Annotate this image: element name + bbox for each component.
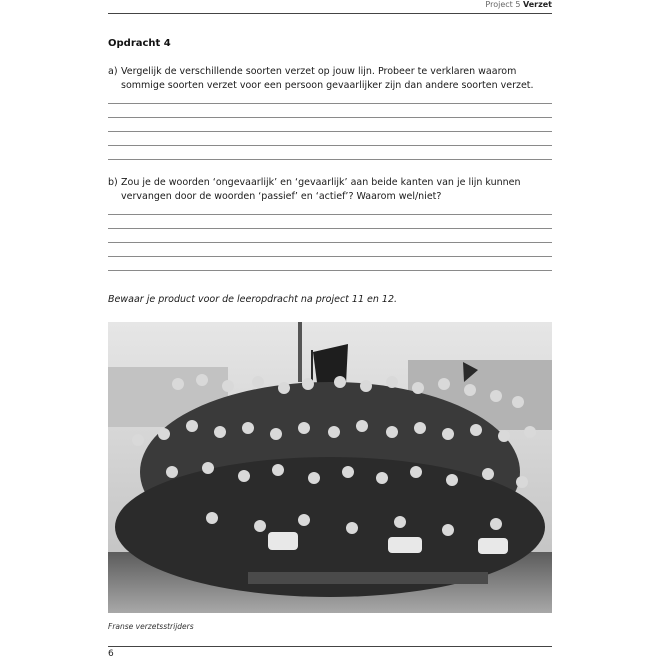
answer-line-b3[interactable] <box>108 242 552 243</box>
answer-line-b4[interactable] <box>108 256 552 257</box>
question-b <box>108 176 558 204</box>
answer-line-a3[interactable] <box>108 131 552 132</box>
answer-line-b1[interactable] <box>108 214 552 215</box>
question-b-letter: b) <box>108 177 118 188</box>
question-a-letter: a) <box>108 66 118 77</box>
instruction-note: Bewaar je product voor de leeropdracht na project 11 en 12. <box>108 294 398 305</box>
group-photo-illustration <box>108 322 552 613</box>
header-rule <box>108 13 552 14</box>
header-topic: Verzet <box>522 0 552 9</box>
page-number: 6 <box>108 649 114 659</box>
answer-line-a2[interactable] <box>108 117 552 118</box>
assignment-title: Opdracht 4 <box>108 38 171 49</box>
answer-line-a4[interactable] <box>108 145 552 146</box>
header-title <box>485 0 552 9</box>
resistance-photo <box>108 322 552 613</box>
answer-line-b2[interactable] <box>108 228 552 229</box>
question-a-text: Vergelijk de verschillende soorten verzet op jouw lijn. Probeer te verklaren waarom sommige soorten verzet voor een persoon gevaarlijker zijn dan andere soorten verzet. <box>121 66 534 91</box>
question-a <box>108 65 558 93</box>
answer-line-b5[interactable] <box>108 270 552 271</box>
header-project: Project 5 <box>485 0 521 9</box>
answer-line-a5[interactable] <box>108 159 552 160</box>
photo-caption: Franse verzetsstrijders <box>108 622 194 631</box>
question-b-text: Zou je de woorden ‘ongevaarlijk’ en ‘gevaarlijk’ aan beide kanten van je lijn kunnen vervangen door de woorden ‘passief’ en ‘actief’? Waarom wel/niet? <box>121 177 521 202</box>
answer-line-a1[interactable] <box>108 103 552 104</box>
footer-rule <box>108 646 552 647</box>
